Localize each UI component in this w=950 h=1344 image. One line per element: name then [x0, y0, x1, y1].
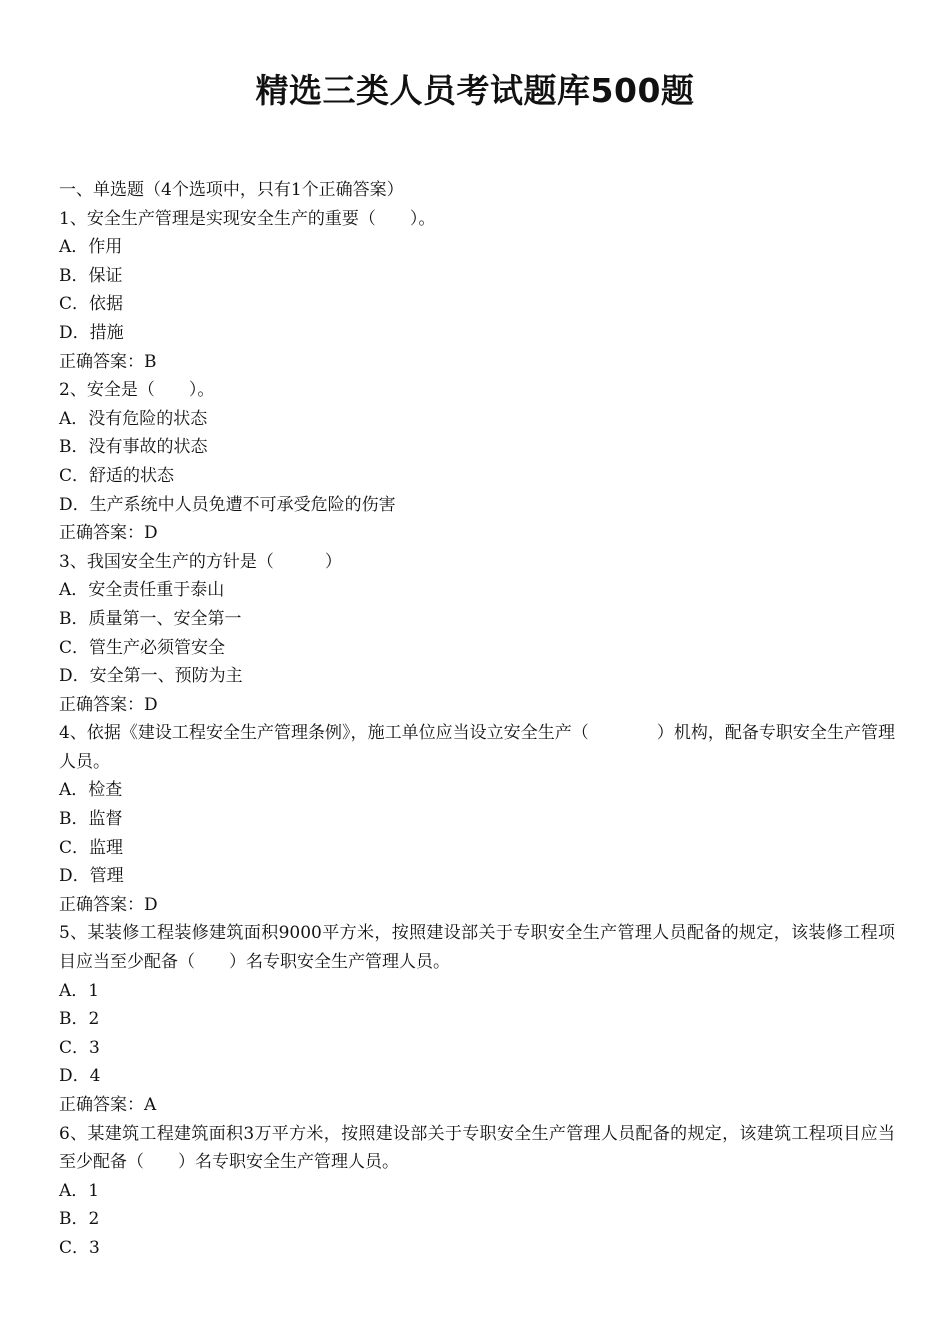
- question-block: [59, 919, 895, 1119]
- question-text: 1、安全生产管理是实现安全生产的重要（ ）。: [59, 208, 436, 229]
- question-text: 6、某建筑工程建筑面积3万平方米，按照建设部关于专职安全生产管理人员配备的规定，该建筑工程项目应当至少配备（ ）名专职安全生产管理人员。: [59, 1123, 895, 1173]
- option-b: B．没有事故的状态: [59, 437, 208, 458]
- option-d: D．措施: [59, 322, 124, 343]
- question-text: 4、依据《建设工程安全生产管理条例》，施工单位应当设立安全生产（ ）机构，配备专职安全生产管理人员。: [59, 723, 895, 772]
- option-b: B．2: [59, 1209, 100, 1230]
- option-d: D．生产系统中人员免遭不可承受危险的伤害: [59, 494, 396, 515]
- option-b: B．保证: [59, 265, 123, 286]
- option-a: A．安全责任重于泰山: [59, 580, 225, 601]
- question-block: [59, 719, 895, 919]
- option-d: D．4: [59, 1066, 101, 1087]
- question-text: 2、安全是（ ）。: [59, 380, 215, 401]
- option-a: A．1: [59, 1180, 100, 1201]
- answer-line: 正确答案：A: [59, 1095, 157, 1115]
- option-c: C．3: [59, 1237, 100, 1258]
- question-block: [59, 205, 895, 377]
- option-b: B．质量第一、安全第一: [59, 608, 242, 629]
- answer-line: 正确答案：D: [59, 894, 158, 915]
- option-b: B．2: [59, 1009, 100, 1030]
- option-a: A．检查: [59, 780, 123, 801]
- option-c: C．3: [59, 1037, 100, 1058]
- question-text: 5、某装修工程装修建筑面积9000平方米，按照建设部关于专职安全生产管理人员配备的规定，该装修工程项目应当至少配备（ ）名专职安全生产管理人员。: [59, 923, 895, 973]
- option-a: A．作用: [59, 237, 123, 258]
- option-c: C．管生产必须管安全: [59, 637, 226, 658]
- section-heading: 一、单选题（4个选项中，只有1个正确答案）: [59, 180, 404, 200]
- option-d: D．管理: [59, 866, 124, 887]
- option-a: A．1: [59, 980, 100, 1001]
- question-block: [59, 548, 895, 720]
- answer-line: 正确答案：B: [59, 351, 157, 372]
- option-c: C．依据: [59, 294, 124, 315]
- document-body: [59, 176, 895, 1263]
- question-text: 3、我国安全生产的方针是（ ）: [59, 551, 342, 572]
- answer-line: 正确答案：D: [59, 523, 158, 544]
- option-c: C．监理: [59, 837, 124, 858]
- document-title: 精选三类人员考试题库500题: [255, 71, 695, 110]
- option-b: B．监督: [59, 809, 123, 830]
- option-c: C．舒适的状态: [59, 465, 175, 486]
- answer-line: 正确答案：D: [59, 694, 158, 715]
- option-a: A．没有危险的状态: [59, 408, 208, 429]
- option-d: D．安全第一、预防为主: [59, 666, 243, 687]
- question-block: [59, 376, 895, 548]
- question-block: [59, 1120, 895, 1263]
